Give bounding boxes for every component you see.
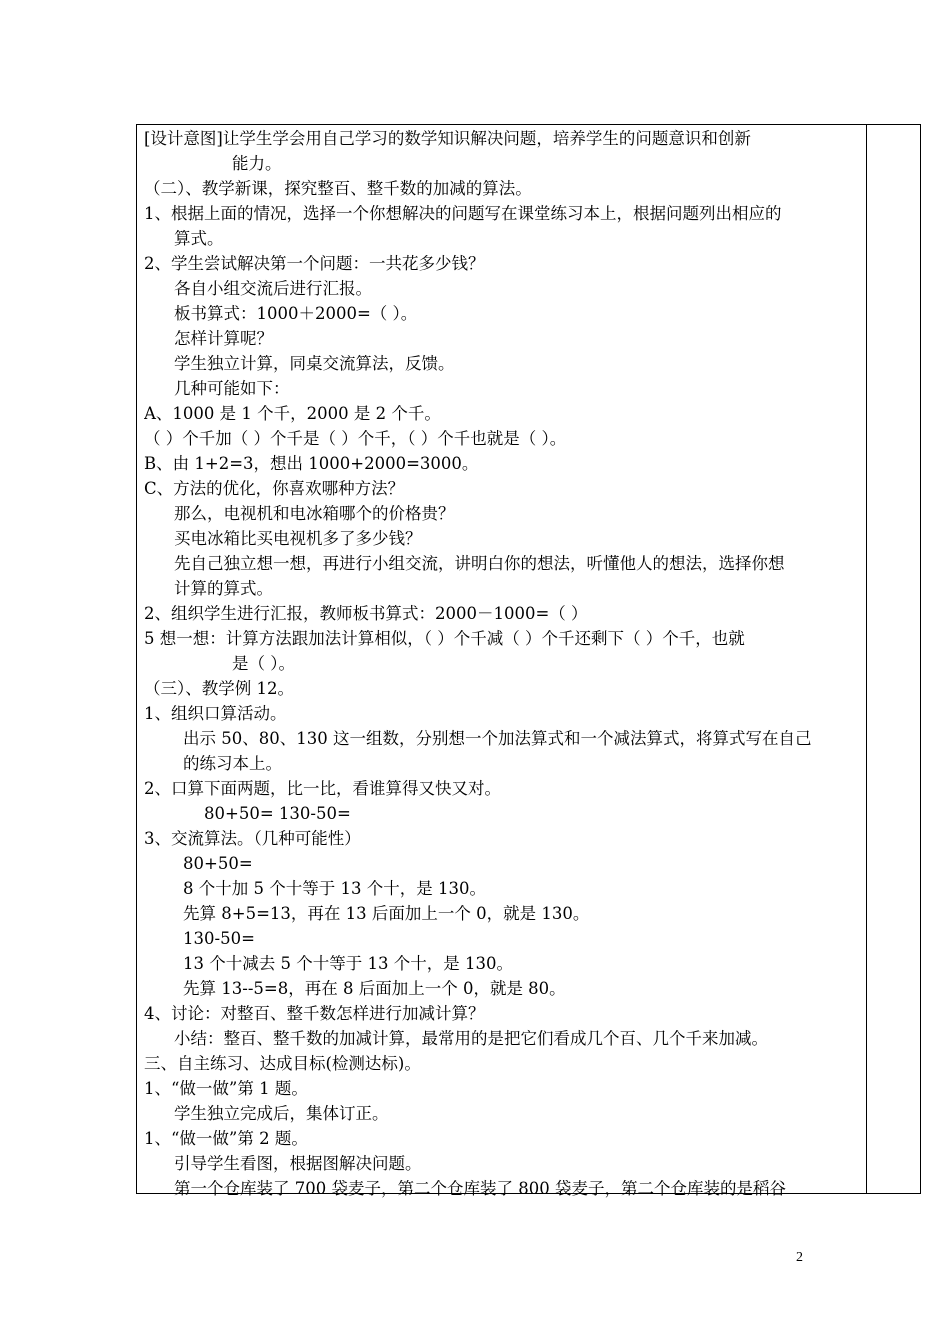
- text-line: 能力。: [232, 154, 282, 173]
- text-line: 2、学生尝试解决第一个问题：一共花多少钱？: [144, 254, 485, 273]
- text-line: 算式。: [174, 229, 224, 248]
- lesson-content: [144, 126, 862, 1201]
- text-line: 板书算式：1000＋2000=（ ）。: [174, 304, 418, 323]
- text-line: 学生独立计算，同桌交流算法，反馈。: [174, 354, 455, 373]
- text-line: 先自己独立想一想，再进行小组交流，讲明白你的想法，听懂他人的想法，选择你想: [174, 554, 785, 573]
- text-line: （二）、教学新课，探究整百、整千数的加减的算法。: [144, 179, 532, 198]
- text-line: 怎样计算呢？: [174, 329, 273, 348]
- text-line: 80+50=: [183, 854, 253, 873]
- text-line: 2、组织学生进行汇报，教师板书算式：2000－1000=（ ）: [144, 604, 588, 623]
- text-line: 学生独立完成后，集体订正。: [174, 1104, 389, 1123]
- page-number: 2: [796, 1250, 803, 1265]
- text-line: 先算 8+5=13，再在 13 后面加上一个 0，就是 130。: [183, 904, 590, 923]
- text-line: 1、“做一做”第 2 题。: [144, 1129, 308, 1148]
- text-line: 2、口算下面两题，比一比，看谁算得又快又对。: [144, 779, 501, 798]
- text-line: 几种可能如下：: [174, 379, 290, 398]
- text-line: 1、根据上面的情况，选择一个你想解决的问题写在课堂练习本上，根据问题列出相应的: [144, 204, 782, 223]
- text-line: 3、交流算法。（几种可能性）: [144, 829, 361, 848]
- text-line: 130-50=: [183, 929, 255, 948]
- text-line: 8 个十加 5 个十等于 13 个十，是 130。: [183, 879, 486, 898]
- text-line: （ ）个千加（ ）个千是（ ）个千，（ ）个千也就是（ ）。: [144, 429, 567, 448]
- text-line: B、由 1+2=3，想出 1000+2000=3000。: [144, 454, 479, 473]
- text-line: C、方法的优化，你喜欢哪种方法？: [144, 479, 405, 498]
- text-line: 4、讨论：对整百、整千数怎样进行加减计算？: [144, 1004, 485, 1023]
- text-line: 出示 50、80、130 这一组数，分别想一个加法算式和一个减法算式，将算式写在自己: [183, 729, 812, 748]
- text-line: 计算的算式。: [174, 579, 273, 598]
- text-line: 是（ ）。: [232, 654, 295, 673]
- text-line: 各自小组交流后进行汇报。: [174, 279, 372, 298]
- text-line: （三）、教学例 12。: [144, 679, 294, 698]
- table-column-divider: [866, 124, 867, 1194]
- text-line: 80+50= 130-50=: [204, 804, 351, 823]
- text-line: 引导学生看图，根据图解决问题。: [174, 1154, 422, 1173]
- text-line: 先算 13--5=8，再在 8 后面加上一个 0，就是 80。: [183, 979, 566, 998]
- text-line: 小结：整百、整千数的加减计算，最常用的是把它们看成几个百、几个千来加减。: [174, 1029, 768, 1048]
- text-line: 第一个仓库装了 700 袋麦子，第二个仓库装了 800 袋麦子，第二个仓库装的是稻谷: [174, 1179, 786, 1198]
- text-line: 的练习本上。: [183, 754, 282, 773]
- text-line: 5 想一想：计算方法跟加法计算相似，（ ）个千减（ ）个千还剩下（ ）个千，也就: [144, 629, 745, 648]
- text-line: [设计意图]让学生学会用自己学习的数学知识解决问题，培养学生的问题意识和创新: [144, 129, 751, 148]
- text-line: 那么，电视机和电冰箱哪个的价格贵？: [174, 504, 455, 523]
- text-line: 1、组织口算活动。: [144, 704, 287, 723]
- text-line: A、1000 是 1 个千，2000 是 2 个千。: [144, 404, 441, 423]
- text-line: 三、自主练习、达成目标(检测达标)。: [144, 1054, 421, 1073]
- text-line: 买电冰箱比买电视机多了多少钱？: [174, 529, 422, 548]
- text-line: 13 个十减去 5 个十等于 13 个十，是 130。: [183, 954, 513, 973]
- text-line: 1、“做一做”第 1 题。: [144, 1079, 308, 1098]
